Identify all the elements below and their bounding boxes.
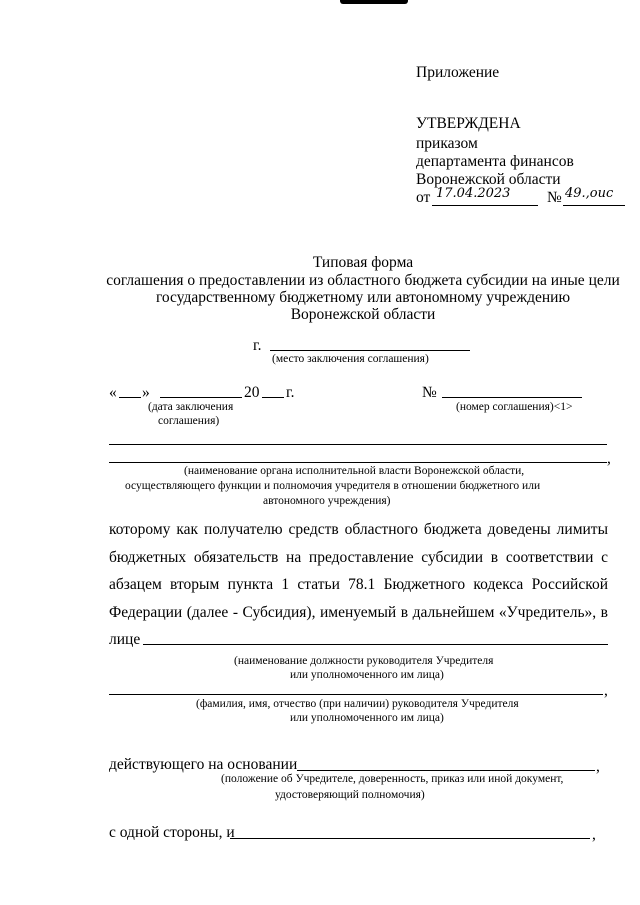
approved-line-2: департамента финансов <box>416 153 574 170</box>
order-number-prefix: № <box>547 189 562 206</box>
other-party-field <box>230 838 590 839</box>
date-caption-1: (дата заключения <box>148 401 234 413</box>
side-label: с одной стороны, и <box>109 824 235 841</box>
scan-mark <box>340 0 408 4</box>
approved-line-1: приказом <box>416 135 478 152</box>
title-line-3: государственному бюджетному или автономному учреждению <box>155 289 571 306</box>
title-line-2: соглашения о предоставлении из областного бюджета субсидии на иные цели <box>106 272 620 289</box>
date-year-field <box>262 397 284 398</box>
place-field <box>270 350 470 351</box>
body-line-4: Федерации (далее - Субсидия), именуемый в дальнейшем «Учредитель», в <box>109 604 608 621</box>
organ-caption-1: (наименование органа исполнительной власти Воронежской области, <box>184 465 525 477</box>
place-prefix: г. <box>253 337 262 354</box>
basis-caption-2: удостоверяющий полномочия) <box>275 789 425 801</box>
organ-caption-2: осуществляющего функции и полномочия учредителя в отношении бюджетного или <box>125 480 541 492</box>
basis-caption-1: (положение об Учредителе, доверенность, приказ или иной документ, <box>221 773 564 785</box>
order-number-value: 49.,оиc <box>565 186 614 201</box>
agreement-number-field <box>442 397 582 398</box>
date-day-field <box>119 397 141 398</box>
head-position-caption-1: (наименование должности руководителя Учредителя <box>234 655 494 667</box>
head-position-field <box>143 644 608 645</box>
order-date-prefix: от <box>416 189 431 206</box>
date-caption-2: соглашения) <box>158 415 220 427</box>
basis-field <box>297 770 595 771</box>
organ-comma: , <box>607 450 611 467</box>
head-name-caption-2: или уполномоченного им лица) <box>290 712 444 724</box>
head-name-comma: , <box>604 682 608 699</box>
body-line-2: бюджетных обязательств на предоставление субсидии в соответствии с <box>109 549 608 566</box>
date-quote-open: « <box>109 384 117 401</box>
head-position-caption-2: или уполномоченного им лица) <box>290 669 444 681</box>
appendix-label: Приложение <box>416 64 500 81</box>
approved-line-3: Воронежской области <box>416 171 561 188</box>
head-name-field <box>109 694 603 695</box>
date-month-field <box>160 397 242 398</box>
basis-comma: , <box>596 758 600 775</box>
approved-label: УТВЕРЖДЕНА <box>416 115 521 132</box>
title-line-1: Типовая форма <box>312 254 414 271</box>
order-number-underline <box>563 205 625 206</box>
title-line-4: Воронежской области <box>290 306 436 323</box>
date-year-suffix: г. <box>286 384 295 401</box>
body-line-3: абзацем вторым пункта 1 статьи 78.1 Бюджетного кодекса Российской <box>109 576 608 593</box>
body-line-1: которому как получателю средств областного бюджета доведены лимиты <box>109 521 608 538</box>
side-comma: , <box>592 826 596 843</box>
order-date-value: 17.04.2023 <box>436 186 511 201</box>
agreement-number-sign: № <box>422 384 437 401</box>
agreement-number-caption: (номер соглашения)<1> <box>456 401 573 413</box>
basis-label: действующего на основании <box>109 756 298 773</box>
organ-field-line-1 <box>109 444 607 445</box>
date-quote-close: » <box>142 384 150 401</box>
order-date-underline <box>432 205 538 206</box>
face-label: лице <box>109 631 141 648</box>
head-name-caption-1: (фамилия, имя, отчество (при наличии) руководителя Учредителя <box>196 698 519 710</box>
date-year-prefix: 20 <box>244 384 260 401</box>
organ-field-line-2 <box>109 462 607 463</box>
organ-caption-3: автономного учреждения) <box>263 495 391 507</box>
place-caption: (место заключения соглашения) <box>272 353 429 365</box>
